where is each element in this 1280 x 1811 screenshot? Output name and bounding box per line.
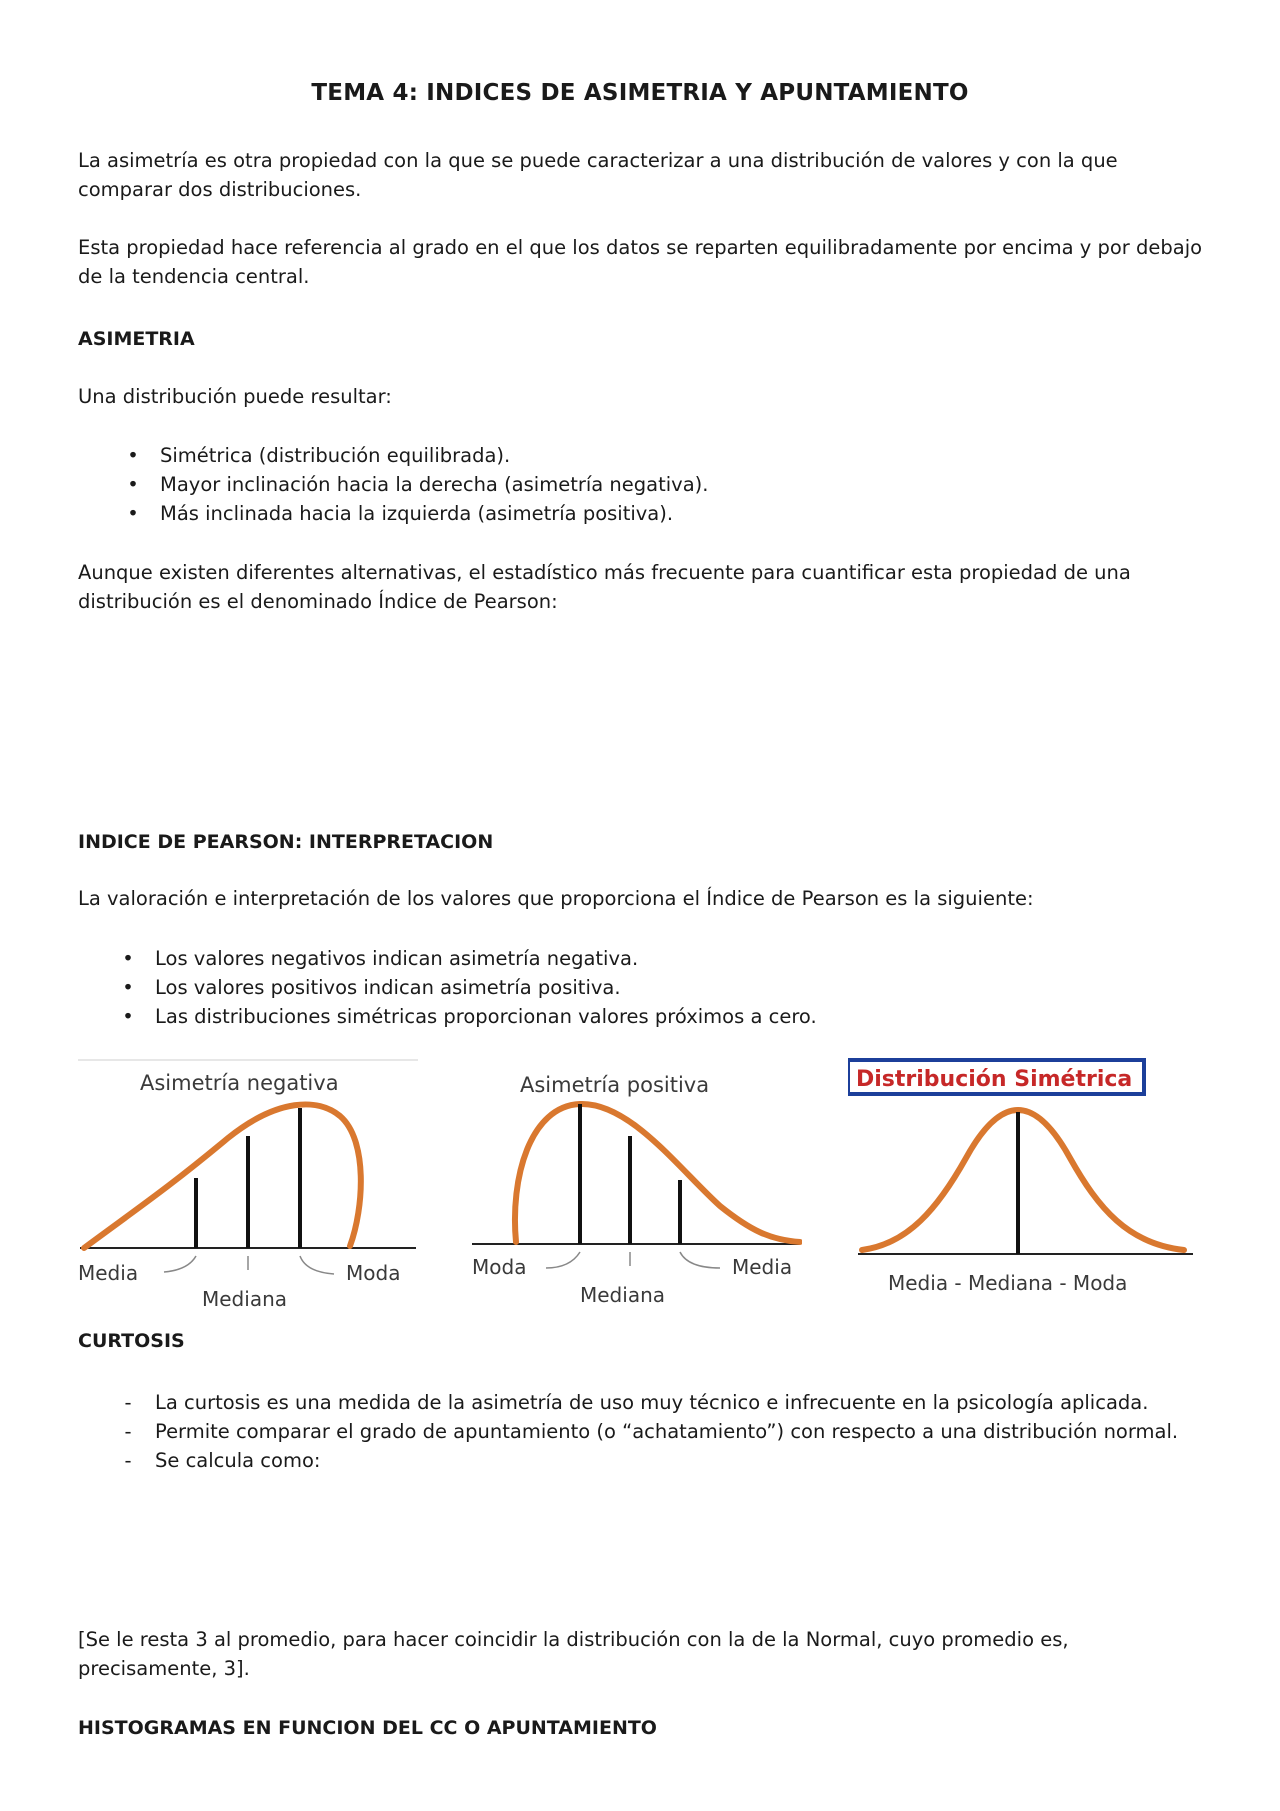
list-item: • Simétrica (distribución equilibrada). — [160, 441, 1200, 470]
list-item: • Las distribuciones simétricas proporcionan valores próximos a cero. — [155, 1002, 1195, 1031]
distribution-curve — [862, 1110, 1184, 1250]
moda-label: Moda — [346, 1261, 401, 1285]
asimetria-closing: Aunque existen diferentes alternativas, el estadístico más frecuente para cuantificar esta propiedad de una distribución es el denominado Índice de Pearson: — [78, 561, 1131, 613]
figure-positive-skew — [470, 1058, 802, 1318]
moda-label: Moda — [472, 1255, 527, 1279]
bullet-icon: • — [122, 947, 134, 970]
skewness-figures — [78, 1058, 1198, 1318]
list-item: - Se calcula como: — [155, 1446, 1215, 1475]
page-title: TEMA 4: INDICES DE ASIMETRIA Y APUNTAMIENTO — [311, 80, 969, 106]
pearson-heading: INDICE DE PEARSON: INTERPRETACION — [78, 831, 494, 853]
asimetria-list — [127, 441, 1200, 528]
list-item: - Permite comparar el grado de apuntamiento (o “achatamiento”) con respecto a una distribución normal. — [155, 1417, 1215, 1446]
list-item: • Más inclinada hacia la izquierda (asimetría positiva). — [160, 499, 1200, 528]
distribution-curve — [515, 1104, 800, 1242]
figure-title: Asimetría positiva — [520, 1073, 710, 1097]
mediana-label: Mediana — [580, 1283, 665, 1307]
figure-symmetric — [848, 1058, 1198, 1318]
list-item: • Los valores positivos indican asimetría positiva. — [155, 973, 1195, 1002]
media-label: Media — [78, 1261, 139, 1285]
asimetria-lead: Una distribución puede resultar: — [78, 385, 392, 408]
curtosis-note: [Se le resta 3 al promedio, para hacer coincidir la distribución con la de la Normal, cuyo promedio es, precisamente, 3]. — [78, 1628, 1069, 1680]
intro-paragraph-2: Esta propiedad hace referencia al grado en el que los datos se reparten equilibradamente por encima y por debajo de la tendencia central. — [78, 236, 1203, 288]
dash-icon: - — [124, 1391, 132, 1414]
asimetria-heading: ASIMETRIA — [78, 328, 195, 350]
histogramas-heading: HISTOGRAMAS EN FUNCION DEL CC O APUNTAMIENTO — [78, 1717, 657, 1739]
list-item: • Mayor inclinación hacia la derecha (asimetría negativa). — [160, 470, 1200, 499]
figure-negative-skew — [78, 1058, 418, 1318]
intro-paragraph-1: La asimetría es otra propiedad con la que se puede caracterizar a una distribución de valores y con la que comparar dos distribuciones. — [78, 149, 1118, 201]
bullet-icon: • — [127, 444, 139, 467]
distribution-curve — [84, 1104, 361, 1248]
figure-title: Asimetría negativa — [140, 1071, 339, 1095]
bullet-icon: • — [127, 502, 139, 525]
bullet-icon: • — [122, 1005, 134, 1028]
curtosis-heading: CURTOSIS — [78, 1330, 185, 1352]
list-item: - La curtosis es una medida de la asimetría de uso muy técnico e infrecuente en la psicología aplicada. — [155, 1388, 1215, 1417]
dash-icon: - — [124, 1449, 132, 1472]
mediana-label: Mediana — [202, 1287, 287, 1311]
pearson-list — [122, 944, 1195, 1031]
dash-icon: - — [124, 1420, 132, 1443]
bullet-icon: • — [122, 976, 134, 999]
pearson-lead: La valoración e interpretación de los valores que proporciona el Índice de Pearson es la siguiente: — [78, 887, 1034, 910]
bullet-icon: • — [127, 473, 139, 496]
central-label: Media - Mediana - Moda — [888, 1271, 1128, 1295]
figure-title: Distribución Simétrica — [856, 1067, 1133, 1092]
list-item: • Los valores negativos indican asimetría negativa. — [155, 944, 1195, 973]
curtosis-list — [124, 1388, 1215, 1475]
media-label: Media — [732, 1255, 793, 1279]
